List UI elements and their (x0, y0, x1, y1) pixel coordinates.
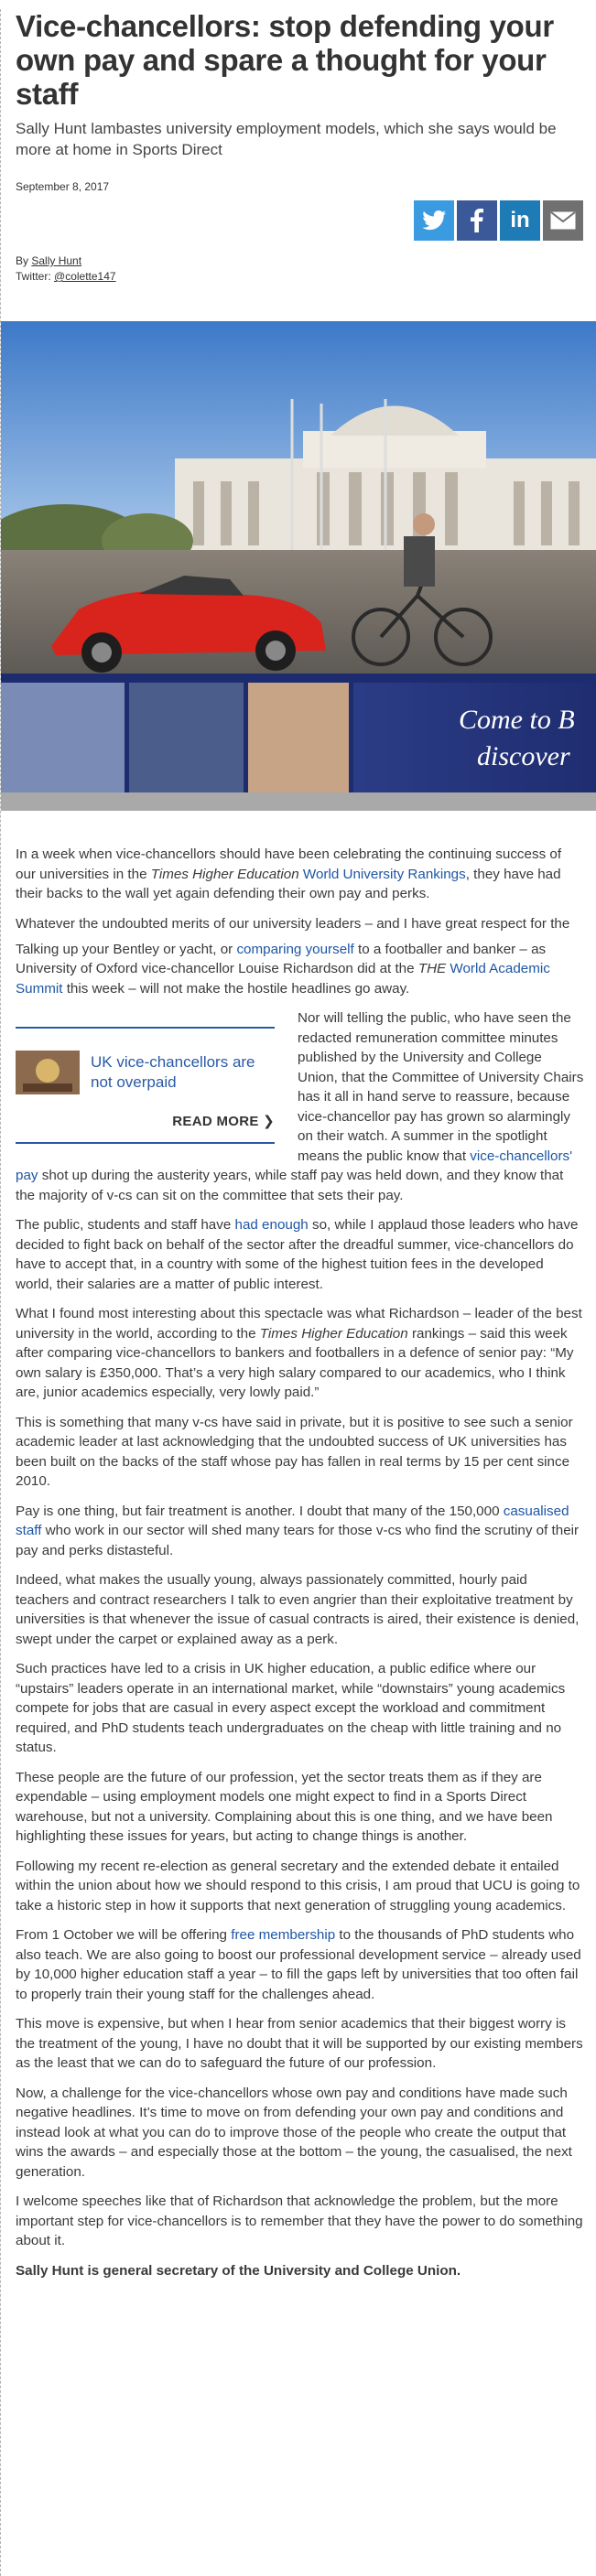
article-body (1, 845, 596, 2280)
twitter-icon (422, 210, 446, 231)
headline: Vice-chancellors: stop defending your own pay and spare a thought for your staff (16, 9, 554, 111)
paragraph-9: Indeed, what makes the usually young, always passionately committed, hourly paid teachers and contract researchers I talk to even angrier than their exploitative treatment by universities is that whenever the issue of casual contracts is aired, their existence is denied, swept under the carpet or explained away as a perk. (16, 1572, 580, 1647)
twitter-handle-link[interactable]: @colette147 (54, 270, 116, 283)
facebook-icon (471, 209, 483, 232)
paragraph-8: Pay is one thing, but fair treatment is another. I doubt that many of the 150,000 casualised staff who work in our sector will shed many tears for those v-cs who find the scrutiny of their pay and perks distasteful. (16, 1503, 580, 1558)
had-enough-link[interactable]: had enough (234, 1217, 309, 1233)
author-link[interactable]: Sally Hunt (31, 254, 82, 267)
paragraph-16: I welcome speeches like that of Richardson that acknowledge the problem, but the more important step for vice-chancellors is to remember that they have the power to do something about it. (16, 2193, 583, 2248)
read-more-link[interactable] (16, 1113, 275, 1129)
related-article-box[interactable] (16, 1027, 275, 1144)
byline (16, 253, 583, 269)
paragraph-12: Following my recent re-election as general secretary and the extended debate it entailed within the union about how we should respond to this crisis, I am proud that UCU is going to take a historic step in how it supports that next generation of struggling young academics. (16, 1858, 580, 1913)
hero-image (1, 321, 596, 811)
twitter-share-button[interactable] (414, 200, 454, 241)
read-more-label: READ MORE (172, 1114, 259, 1129)
paragraph-10: Such practices have led to a crisis in UK higher education, a public edifice where our “upstairs” leaders operate in an international market, while “downstairs” young academics compete for jobs that are casual in every aspect except the workload and commitment required, and PhD students teach undergraduates on the cheap with little training and no status. (16, 1661, 566, 1755)
banner-line1: Come to B (459, 705, 575, 735)
author-bio: Sally Hunt is general secretary of the University and College Union. (16, 2262, 461, 2279)
free-membership-link[interactable]: free membership (231, 1927, 336, 1943)
paragraph-5: The public, students and staff have had enough so, while I applaud those leaders who have decided to fight back on behalf of the sector after the dreadful summer, vice-chancellors do have to accept that, in a country with some of the highest tuition fees in the developed world, their salaries are a matter of public interest. (16, 1217, 579, 1292)
paragraph-1: In a week when vice-chancellors should have been celebrating the continuing success of our universities in the Times Higher Education World University Rankings, they have had their backs to the wall yet again defending their own pay and perks. (16, 846, 562, 901)
paragraph-7: This is something that many v-cs have said in private, but it is positive to see such a senior academic leader at last acknowledging that the undoubted success of UK universities has been built on the backs of the staff whose pay has fallen in real terms by 15 per cent since 2010. (16, 1414, 573, 1489)
article-header (1, 9, 596, 285)
rankings-link[interactable]: World University Rankings (298, 866, 466, 882)
linkedin-share-button[interactable] (500, 200, 540, 241)
paragraph-13: From 1 October we will be offering free membership to the thousands of PhD students who also teach. We are also going to boost our professional development service – already used by 10,000 higher education staff a year – to fill the gaps left by universities that too often fail to properly train their young staff for the challenges ahead. (16, 1927, 581, 2002)
paragraph-14: This move is expensive, but when I hear from senior academics that their biggest worry is the treatment of the young, I have no doubt that it will be supported by our existing members as the least that we can do to safeguard the future of our profession. (16, 2016, 583, 2071)
paragraph-15: Now, a challenge for the vice-chancellors whose own pay and conditions have made such negative headlines. It’s time to move on from defending your own pay and conditions and instead look at what you can do to improve those of the people who create the output that wins the awards – and especially those at the bottom – the young, the casualised, the next generation. (16, 2085, 572, 2180)
chevron-right-icon: ❯ (263, 1114, 275, 1129)
paragraph-3: Talking up your Bentley or yacht, or comparing yourself to a footballer and banker – as University of Oxford vice-chancellor Louise Richardson did at the THE World Academic Summit this week – will not make the hostile headlines go away. (16, 941, 550, 997)
byline-prefix: By (16, 254, 32, 267)
email-icon (550, 211, 576, 230)
twitter-prefix: Twitter: (16, 270, 55, 283)
paragraph-6: What I found most interesting about this spectacle was what Richardson – leader of the best university in the world, according to the Times Higher Education rankings – said this week after comparing vice-chancellors to bankers and footballers in a defence of senior pay: “My own salary is £350,000. That’s a very high salary compared to our academics, who I think are, junior academics especially, very lowly paid.” (16, 1306, 582, 1400)
vc-pay-link[interactable]: vice-chancellors' pay (16, 1148, 573, 1183)
twitter-line (16, 269, 583, 285)
standfirst: Sally Hunt lambastes university employment models, which she says would be more at home in Sports Direct (16, 120, 557, 158)
casualised-staff-link[interactable]: casualised staff (16, 1503, 569, 1538)
article-page (0, 9, 596, 2576)
related-title[interactable]: UK vice-chancellors are not overpaid (91, 1053, 255, 1091)
paragraph-4: Nor will telling the public, who have seen the redacted remuneration committee minutes published by the University and College Union, that the Committee of University Chairs has it all in hand serve to reassure, because vice-chancellor pay has grown so alarmingly on their watch. A summer in the spotlight means the public know that vice-chancellors' pay shot up during the austerity years, while staff pay was held down, and they know that the majority of v-cs can sit on the committee that sets their pay. (16, 1010, 584, 1203)
linkedin-icon: in (510, 208, 530, 232)
paragraph-2: Whatever the undoubted merits of our university leaders – and I have great respect for the (16, 915, 570, 932)
paragraph-11: These people are the future of our profession, yet the sector treats them as if they are expendable – using employment models one might expect to find in a Sports Direct warehouse, but not a university. Complaining about this is one thing, and we have been highlighting these issues for years, but acting to change things is another. (16, 1769, 553, 1844)
email-share-button[interactable] (543, 200, 583, 241)
facebook-share-button[interactable] (457, 200, 497, 241)
comparing-yourself-link[interactable]: comparing yourself (236, 941, 354, 957)
academic-summit-link[interactable]: World Academic Summit (16, 961, 550, 997)
publish-date: September 8, 2017 (16, 180, 110, 193)
banner-line2: discover (477, 741, 570, 771)
share-bar (16, 200, 583, 241)
related-thumbnail (16, 1051, 80, 1094)
